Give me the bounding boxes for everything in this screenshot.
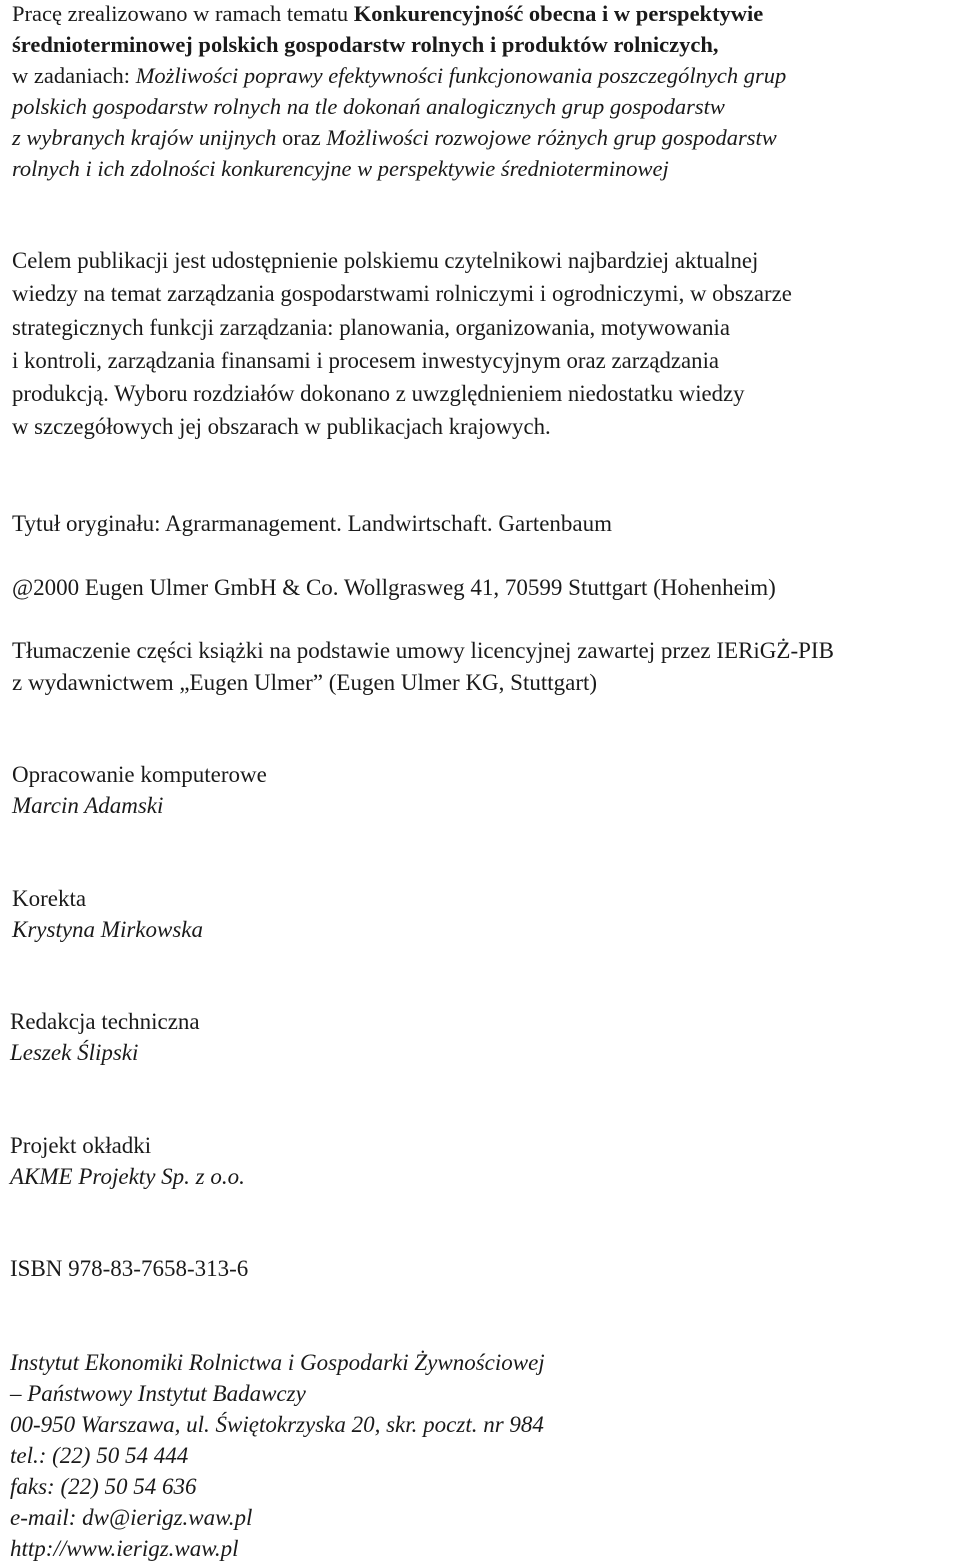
publisher-info (10, 1347, 956, 1564)
credit-role: Projekt okładki (10, 1133, 152, 1158)
task-1-part-2: polskich gospodarstw rolnych na tle dokonań analogicznych grup gospodarstw (12, 93, 725, 119)
task-1-part-1: Możliwości poprawy efektywności funkcjonowania poszczególnych grup (135, 62, 787, 88)
description-line: produkcją. Wyboru rozdziałów dokonano z uwzględnieniem niedostatku wiedzy (12, 381, 745, 407)
credit-person: Leszek Ślipski (10, 1040, 139, 1065)
credit-role: Redakcja techniczna (10, 1009, 200, 1034)
task-2-part-1: Możliwości rozwojowe różnych grup gospodarstw (326, 124, 777, 150)
funding-line-1 (12, 0, 956, 30)
publisher-address: 00-950 Warszawa, ul. Świętokrzyska 20, skr. poczt. nr 984 (10, 1412, 544, 1437)
publisher-name: Instytut Ekonomiki Rolnictwa i Gospodarki Żywnościowej (10, 1350, 545, 1375)
credit-technical-editing (10, 1006, 956, 1068)
publisher-website: http://www.ierigz.waw.pl (10, 1536, 239, 1561)
funding-line-3 (12, 61, 956, 92)
credit-person: AKME Projekty Sp. z o.o. (10, 1164, 245, 1189)
credit-cover-design (10, 1130, 956, 1192)
translation-line: Tłumaczenie części książki na podstawie umowy licencyjnej zawartej przez IERiGŻ-PIB (12, 638, 834, 663)
description-line: wiedzy na temat zarządzania gospodarstwami rolniczymi i ogrodniczymi, w obszarze (12, 281, 792, 307)
original-title: Tytuł oryginału: Agrarmanagement. Landwirtschaft. Gartenbaum (12, 511, 613, 536)
research-topic-part-1: Konkurencyjność obecna i w perspektywie (353, 1, 764, 26)
credit-role: Opracowanie komputerowe (12, 762, 267, 787)
publisher-phone: tel.: (22) 50 54 444 (10, 1443, 189, 1468)
funding-statement (12, 0, 956, 184)
translation-notice (12, 635, 956, 699)
research-topic-part-2: średnioterminowej polskich gospodarstw rolnych i produktów rolniczych, (12, 31, 719, 57)
isbn: ISBN 978-83-7658-313-6 (10, 1256, 249, 1281)
publisher-fax: faks: (22) 50 54 636 (10, 1474, 197, 1499)
publication-description (12, 244, 956, 444)
funding-lead: Pracę zrealizowano w ramach tematu (12, 1, 354, 26)
credit-person: Krystyna Mirkowska (12, 917, 204, 942)
tasks-lead: w zadaniach: (12, 62, 136, 88)
description-line: w szczegółowych jej obszarach w publikacjach krajowych. (12, 414, 551, 440)
translation-line: z wydawnictwem „Eugen Ulmer” (Eugen Ulmer KG, Stuttgart) (12, 670, 598, 695)
task-1-part-3: z wybranych krajów unijnych (12, 124, 277, 150)
credit-computer-layout (12, 759, 956, 821)
credit-role: Korekta (12, 886, 87, 911)
tasks-conjunction: oraz (276, 124, 327, 150)
publisher-name-suffix: – Państwowy Instytut Badawczy (10, 1381, 306, 1406)
credit-person: Marcin Adamski (12, 793, 164, 818)
task-2-part-2: rolnych i ich zdolności konkurencyjne w perspektywie średnioterminowej (12, 155, 669, 181)
copyright-notice: @2000 Eugen Ulmer GmbH & Co. Wollgrasweg 41, 70599 Stuttgart (Hohenheim) (12, 575, 776, 600)
description-line: i kontroli, zarządzania finansami i procesem inwestycyjnym oraz zarządzania (12, 347, 720, 373)
publisher-email: e-mail: dw@ierigz.waw.pl (10, 1505, 253, 1530)
funding-line-5 (12, 123, 956, 154)
description-line: strategicznych funkcji zarządzania: planowania, organizowania, motywowania (12, 314, 731, 340)
description-line: Celem publikacji jest udostępnienie polskiemu czytelnikowi najbardziej aktualnej (12, 248, 759, 273)
credit-proofreading (12, 883, 956, 945)
